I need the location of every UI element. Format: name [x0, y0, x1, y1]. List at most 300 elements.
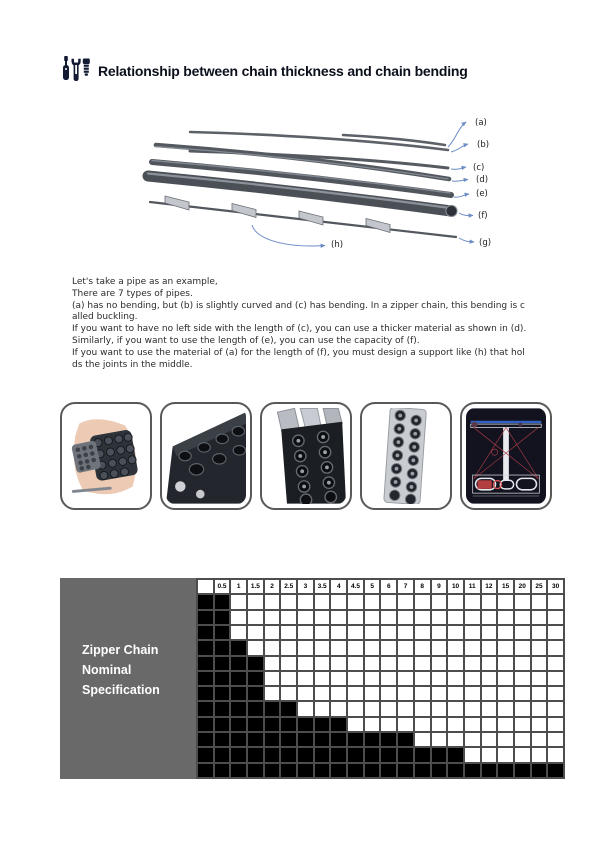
spec-cell	[465, 641, 480, 654]
spec-cell	[532, 611, 547, 624]
spec-cell	[482, 718, 497, 731]
spec-row-lead-cell	[198, 672, 213, 685]
spec-cell	[432, 764, 447, 777]
spec-cell	[331, 672, 346, 685]
spec-cell	[482, 626, 497, 639]
spec-cell	[448, 733, 463, 746]
spec-cell	[498, 764, 513, 777]
spec-cell	[348, 595, 363, 608]
spec-cell	[448, 595, 463, 608]
spec-cell	[532, 626, 547, 639]
spec-cell	[348, 641, 363, 654]
spec-col-header: 5	[365, 580, 380, 593]
spec-col-header: 4	[331, 580, 346, 593]
spec-cell	[231, 764, 246, 777]
spec-cell	[248, 657, 263, 670]
spec-cell	[398, 687, 413, 700]
spec-cell	[281, 733, 296, 746]
cad-drawing-photo	[460, 402, 552, 510]
spec-cell	[315, 687, 330, 700]
spec-cell	[515, 687, 530, 700]
spec-cell	[398, 595, 413, 608]
spec-cell	[331, 626, 346, 639]
spec-cell	[515, 764, 530, 777]
spec-cell	[298, 764, 313, 777]
spec-cell	[415, 702, 430, 715]
spec-cell	[315, 764, 330, 777]
spec-cell	[365, 626, 380, 639]
spec-col-header: 1.5	[248, 580, 263, 593]
spec-cell	[548, 748, 563, 761]
spec-cell	[215, 733, 230, 746]
spec-cell	[248, 702, 263, 715]
spec-label-line: Nominal	[82, 663, 132, 677]
spec-cell	[482, 672, 497, 685]
spec-row-lead-cell	[198, 748, 213, 761]
spec-cell	[248, 595, 263, 608]
tools-icon	[58, 54, 91, 87]
spec-cell	[248, 626, 263, 639]
spec-cell	[215, 611, 230, 624]
spec-cell	[448, 626, 463, 639]
spec-cell	[265, 626, 280, 639]
spec-cell	[465, 702, 480, 715]
spec-cell	[498, 718, 513, 731]
spec-cell	[482, 702, 497, 715]
spec-cell	[365, 702, 380, 715]
spec-cell	[348, 672, 363, 685]
spec-cell	[432, 702, 447, 715]
spec-cell	[215, 672, 230, 685]
spec-cell	[381, 672, 396, 685]
spec-cell	[381, 748, 396, 761]
spec-cell	[331, 657, 346, 670]
spec-cell	[298, 611, 313, 624]
spec-cell	[215, 718, 230, 731]
spec-cell	[432, 733, 447, 746]
spec-col-header: 6	[381, 580, 396, 593]
spec-cell	[248, 672, 263, 685]
spec-cell	[315, 702, 330, 715]
spec-cell	[515, 626, 530, 639]
spec-cell	[398, 626, 413, 639]
spec-cell	[432, 595, 447, 608]
spec-cell	[265, 657, 280, 670]
spec-cell	[348, 611, 363, 624]
spec-cell	[498, 702, 513, 715]
spec-cell	[281, 687, 296, 700]
spec-cell	[281, 611, 296, 624]
spec-cell	[398, 718, 413, 731]
spec-col-header: 30	[548, 580, 563, 593]
spec-cell	[448, 764, 463, 777]
spec-cell	[415, 611, 430, 624]
spec-cell	[281, 672, 296, 685]
spec-cell	[415, 733, 430, 746]
spec-cell	[482, 748, 497, 761]
spec-cell	[381, 687, 396, 700]
spec-cell	[548, 702, 563, 715]
spec-cell	[231, 748, 246, 761]
spec-row-lead-cell	[198, 657, 213, 670]
spec-cell	[298, 626, 313, 639]
spec-cell	[548, 672, 563, 685]
pipe-label-e: (e)	[476, 189, 488, 199]
spec-cell	[231, 657, 246, 670]
spec-cell	[331, 611, 346, 624]
spec-col-header: 25	[532, 580, 547, 593]
spec-cell	[548, 718, 563, 731]
spec-cell	[432, 626, 447, 639]
spec-cell	[348, 687, 363, 700]
spec-row-lead-cell	[198, 595, 213, 608]
chain-parts-photo	[60, 402, 152, 510]
spec-cell	[398, 748, 413, 761]
spec-cell	[465, 672, 480, 685]
spec-cell	[432, 611, 447, 624]
description-line: If you want to use the material of (a) for the length of (f), you must design a support like (h) that hol	[72, 347, 525, 358]
spec-col-header: 8	[415, 580, 430, 593]
spec-cell	[532, 733, 547, 746]
spec-cell	[331, 733, 346, 746]
pipe-label-a: (a)	[475, 118, 487, 128]
spec-cell	[281, 626, 296, 639]
spec-cell	[298, 748, 313, 761]
spec-row-lead-cell	[198, 718, 213, 731]
pipe-label-g: (g)	[479, 238, 492, 248]
spec-cell	[415, 657, 430, 670]
spec-cell	[532, 764, 547, 777]
spec-cell	[398, 702, 413, 715]
spec-cell	[315, 641, 330, 654]
spec-cell	[281, 641, 296, 654]
spec-cell	[348, 718, 363, 731]
spec-cell	[365, 764, 380, 777]
spec-cell	[281, 748, 296, 761]
spec-cell	[248, 641, 263, 654]
spec-cell	[465, 595, 480, 608]
spec-cell	[515, 748, 530, 761]
spec-cell	[448, 657, 463, 670]
pipe-label-d: (d)	[476, 175, 489, 185]
spec-cell	[265, 733, 280, 746]
description-line: If you want to have no left side with the length of (c), you can use a thicker material as shown in (d).	[72, 324, 527, 335]
spec-cell	[365, 672, 380, 685]
spec-cell	[298, 657, 313, 670]
spec-cell	[265, 718, 280, 731]
spec-cell	[315, 748, 330, 761]
spec-cell	[331, 764, 346, 777]
spec-col-header: 0.5	[215, 580, 230, 593]
spec-cell	[498, 733, 513, 746]
spec-cell	[381, 764, 396, 777]
spec-col-header: 3	[298, 580, 313, 593]
spec-cell	[448, 702, 463, 715]
spec-cell	[365, 611, 380, 624]
spec-cell	[298, 733, 313, 746]
spec-cell	[465, 764, 480, 777]
spec-cell	[532, 641, 547, 654]
spec-cell	[515, 657, 530, 670]
spec-cell	[482, 595, 497, 608]
spec-cell	[215, 641, 230, 654]
description-line: (a) has no bending, but (b) is slightly curved and (c) has bending. In a zipper chain, this bending is c	[72, 300, 525, 311]
spec-cell	[465, 657, 480, 670]
spec-cell	[215, 595, 230, 608]
spec-cell	[548, 657, 563, 670]
spec-cell	[482, 641, 497, 654]
spec-cell	[331, 687, 346, 700]
spec-cell	[548, 595, 563, 608]
spec-col-header: 9	[432, 580, 447, 593]
spec-cell	[348, 748, 363, 761]
spec-cell	[415, 595, 430, 608]
spec-cell	[315, 595, 330, 608]
spec-cell	[315, 718, 330, 731]
spec-cell	[415, 687, 430, 700]
spec-cell	[331, 718, 346, 731]
spec-cell	[415, 626, 430, 639]
spec-row-lead-cell	[198, 641, 213, 654]
spec-label-line: Zipper Chain	[82, 643, 159, 657]
spec-cell	[398, 672, 413, 685]
spec-cell	[265, 641, 280, 654]
spec-cell	[498, 748, 513, 761]
spec-cell	[231, 641, 246, 654]
spec-cell	[415, 748, 430, 761]
spec-cell	[265, 702, 280, 715]
spec-cell	[432, 672, 447, 685]
spec-cell	[281, 718, 296, 731]
spec-cell	[215, 764, 230, 777]
spec-cell	[381, 626, 396, 639]
spec-cell	[265, 611, 280, 624]
spec-cell	[498, 611, 513, 624]
spec-cell	[465, 626, 480, 639]
spec-cell	[432, 657, 447, 670]
pipe-label-c: (c)	[473, 163, 485, 173]
spec-cell	[515, 672, 530, 685]
spec-cell	[381, 733, 396, 746]
page-title: Relationship between chain thickness and chain bending	[98, 62, 468, 79]
spec-cell	[381, 595, 396, 608]
spec-row-lead-cell	[198, 626, 213, 639]
spec-row-lead-cell	[198, 733, 213, 746]
spec-col-header: 2	[265, 580, 280, 593]
spec-col-header: 20	[515, 580, 530, 593]
spec-cell	[265, 764, 280, 777]
spec-cell	[215, 657, 230, 670]
spec-cell	[532, 672, 547, 685]
spec-cell	[315, 611, 330, 624]
spec-cell	[298, 687, 313, 700]
spec-cell	[315, 626, 330, 639]
spec-cell	[498, 657, 513, 670]
spec-col-header: 7	[398, 580, 413, 593]
spec-cell	[365, 641, 380, 654]
spec-cell	[248, 764, 263, 777]
spec-cell	[398, 764, 413, 777]
spec-cell	[448, 748, 463, 761]
spec-cell	[231, 672, 246, 685]
spec-cell	[381, 657, 396, 670]
spec-cell	[548, 611, 563, 624]
spec-cell	[515, 595, 530, 608]
spec-cell	[465, 718, 480, 731]
spec-cell	[365, 718, 380, 731]
spec-cell	[532, 748, 547, 761]
spec-cell	[365, 733, 380, 746]
spec-cell	[231, 702, 246, 715]
spec-cell	[281, 595, 296, 608]
spec-cell	[298, 718, 313, 731]
spec-cell	[298, 595, 313, 608]
spec-cell	[265, 595, 280, 608]
spec-cell	[298, 672, 313, 685]
spec-cell	[415, 672, 430, 685]
spec-cell	[498, 641, 513, 654]
spec-cell	[482, 764, 497, 777]
spec-cell	[515, 702, 530, 715]
spec-cell	[298, 702, 313, 715]
spec-cell	[265, 672, 280, 685]
spec-corner-cell	[198, 580, 213, 593]
spec-cell	[465, 687, 480, 700]
description-line: ds the joints in the middle.	[72, 359, 193, 370]
spec-cell	[532, 657, 547, 670]
spec-cell	[515, 718, 530, 731]
spec-cell	[415, 718, 430, 731]
spec-cell	[348, 733, 363, 746]
spec-col-header: 3.5	[315, 580, 330, 593]
spec-cell	[348, 764, 363, 777]
spec-cell	[265, 687, 280, 700]
spec-cell	[548, 733, 563, 746]
spec-cell	[548, 764, 563, 777]
spec-cell	[248, 687, 263, 700]
spec-cell	[465, 733, 480, 746]
spec-cell	[348, 702, 363, 715]
photo-strip	[60, 402, 552, 510]
spec-cell	[298, 641, 313, 654]
page-header	[58, 54, 468, 87]
spec-cell	[482, 611, 497, 624]
spec-col-header: 10	[448, 580, 463, 593]
spec-cell	[215, 687, 230, 700]
chain-plate-rollers-photo	[360, 402, 452, 510]
spec-cell	[498, 672, 513, 685]
pipe-label-b: (b)	[477, 140, 490, 150]
spec-table	[60, 578, 565, 779]
spec-cell	[331, 748, 346, 761]
spec-cell	[498, 687, 513, 700]
description-line: Similarly, if you want to use the length of (e), you can use the capacity of (f).	[72, 335, 420, 346]
pipe-label-f: (f)	[478, 211, 488, 221]
spec-cell	[231, 687, 246, 700]
spec-cell	[348, 657, 363, 670]
spec-cell	[448, 718, 463, 731]
spec-cell	[432, 687, 447, 700]
spec-cell	[248, 733, 263, 746]
pipe-diagram-art	[100, 105, 520, 265]
spec-col-header: 12	[482, 580, 497, 593]
spec-cell	[331, 641, 346, 654]
spec-cell	[532, 595, 547, 608]
description-line: Let's take a pipe as an example,	[72, 277, 218, 287]
spec-col-header: 15	[498, 580, 513, 593]
description-line: There are 7 types of pipes.	[72, 288, 193, 299]
spec-cell	[281, 702, 296, 715]
spec-cell	[448, 641, 463, 654]
spec-cell	[548, 641, 563, 654]
spec-cell	[215, 748, 230, 761]
spec-cell	[482, 687, 497, 700]
spec-cell	[331, 702, 346, 715]
spec-grid	[196, 578, 565, 779]
spec-cell	[231, 611, 246, 624]
spec-cell	[448, 672, 463, 685]
spec-cell	[398, 657, 413, 670]
spec-cell	[365, 687, 380, 700]
spec-cell	[248, 718, 263, 731]
spec-col-header: 1	[231, 580, 246, 593]
spec-cell	[498, 626, 513, 639]
spec-cell	[398, 611, 413, 624]
description-line: alled buckling.	[72, 312, 138, 323]
spec-cell	[231, 626, 246, 639]
spec-cell	[215, 702, 230, 715]
spec-cell	[281, 764, 296, 777]
spec-cell	[532, 687, 547, 700]
spec-cell	[281, 657, 296, 670]
spec-cell	[248, 748, 263, 761]
chain-block-closeup-photo	[160, 402, 252, 510]
spec-col-header: 4.5	[348, 580, 363, 593]
spec-cell	[415, 764, 430, 777]
spec-cell	[365, 657, 380, 670]
spec-cell	[315, 672, 330, 685]
spec-cell	[482, 733, 497, 746]
spec-label-line: Specification	[82, 683, 160, 697]
spec-cell	[315, 733, 330, 746]
spec-cell	[482, 657, 497, 670]
spec-cell	[398, 733, 413, 746]
spec-col-header: 11	[465, 580, 480, 593]
spec-cell	[548, 626, 563, 639]
spec-cell	[348, 626, 363, 639]
spec-row-lead-cell	[198, 611, 213, 624]
spec-row-lead-cell	[198, 764, 213, 777]
description-paragraph	[72, 277, 550, 371]
spec-cell	[398, 641, 413, 654]
spec-cell	[465, 611, 480, 624]
spec-cell	[515, 733, 530, 746]
spec-cell	[215, 626, 230, 639]
spec-cell	[532, 702, 547, 715]
spec-cell	[381, 641, 396, 654]
spec-cell	[532, 718, 547, 731]
spec-cell	[365, 595, 380, 608]
spec-cell	[265, 748, 280, 761]
spec-cell	[465, 748, 480, 761]
pipe-label-h: (h)	[331, 240, 344, 250]
spec-cell	[248, 611, 263, 624]
spec-cell	[432, 641, 447, 654]
spec-cell	[331, 595, 346, 608]
spec-cell	[415, 641, 430, 654]
spec-cell	[548, 687, 563, 700]
spec-cell	[515, 641, 530, 654]
